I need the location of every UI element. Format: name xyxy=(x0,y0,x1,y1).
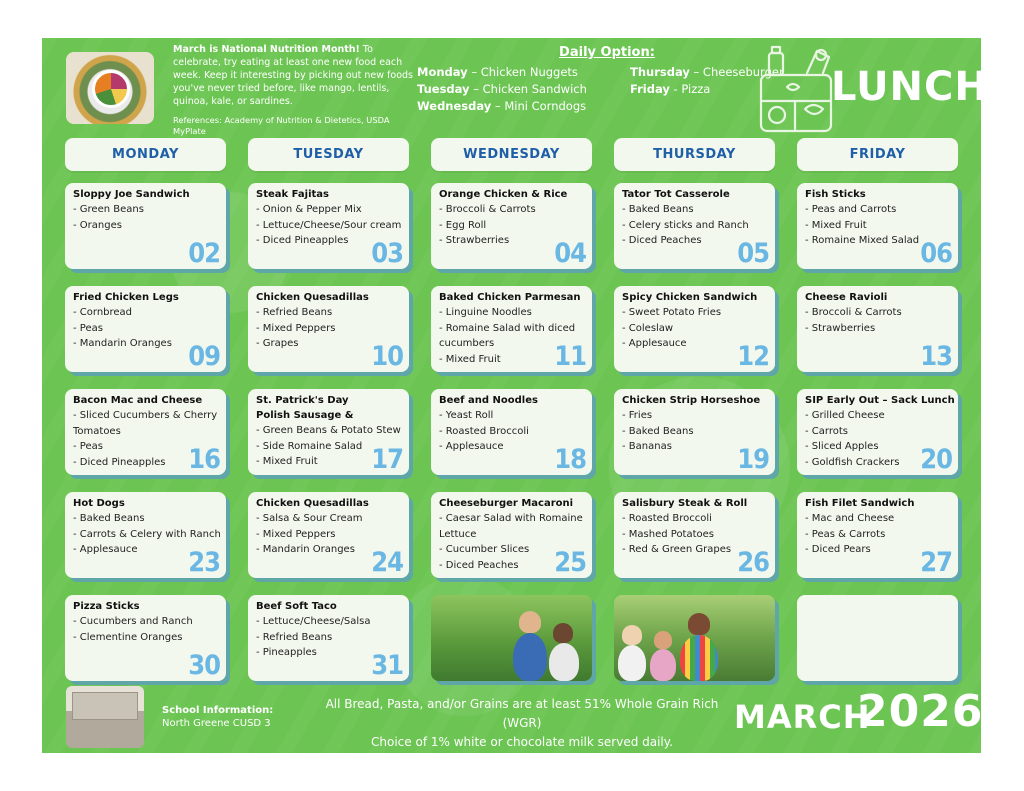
main-dish: Fried Chicken Legs xyxy=(73,292,179,303)
side-item: - Green Beans & Potato Stew xyxy=(256,425,401,436)
main-dish: Hot Dogs xyxy=(73,498,125,509)
main-dish: St. Patrick's Day xyxy=(256,395,349,406)
main-dish-line2: Polish Sausage & xyxy=(256,410,354,421)
kid-head xyxy=(553,623,573,643)
side-item: - Baked Beans xyxy=(622,425,694,437)
side-item: - Baked Beans xyxy=(622,204,694,215)
day-header-wednesday: WEDNESDAY xyxy=(431,138,592,171)
date-number: 23 xyxy=(188,547,220,578)
daily-option-tuesday: Tuesday – Chicken Sandwich xyxy=(417,82,587,96)
kid-body xyxy=(549,643,579,681)
day-header-thursday: THURSDAY xyxy=(614,138,775,171)
day-cell-10 xyxy=(248,286,409,372)
side-item: - Peas xyxy=(73,322,103,334)
side-item: - Linguine Noodles xyxy=(439,307,532,318)
side-item: - Egg Roll xyxy=(439,219,487,231)
kid-head xyxy=(654,631,672,649)
kid-body xyxy=(513,633,547,681)
side-item: - Yeast Roll xyxy=(439,410,494,421)
side-item: - Baked Beans xyxy=(73,513,145,524)
side-item: - Strawberries xyxy=(805,322,876,334)
day-cell-24 xyxy=(248,492,409,578)
side-item: - Salsa & Sour Cream xyxy=(256,513,363,524)
side-item: - Refried Beans xyxy=(256,631,333,643)
daily-option-friday: Friday - Pizza xyxy=(630,82,711,96)
side-item: - Clementine Oranges xyxy=(73,631,183,643)
side-item: - Pineapples xyxy=(256,647,317,658)
date-number: 03 xyxy=(371,238,403,269)
side-item: - Side Romaine Salad xyxy=(256,440,363,452)
side-item: - Mixed Fruit xyxy=(805,219,867,231)
day-cell-19 xyxy=(614,389,775,475)
day-cell-13 xyxy=(797,286,958,372)
main-dish: Salisbury Steak & Roll xyxy=(622,498,748,509)
day-header-friday: FRIDAY xyxy=(797,138,958,171)
side-item: - Green Beans xyxy=(73,204,144,215)
side-item: Lettuce xyxy=(439,528,477,540)
daily-option-monday: Monday – Chicken Nuggets xyxy=(417,65,578,79)
main-dish: Cheeseburger Macaroni xyxy=(439,498,574,509)
main-dish: Chicken Quesadillas xyxy=(256,292,369,303)
side-item: - Oranges xyxy=(73,219,122,231)
day-cell-17 xyxy=(248,389,409,475)
month-title: MARCH xyxy=(734,698,871,736)
side-item: cucumbers xyxy=(439,338,495,349)
side-item: - Goldfish Crackers xyxy=(805,456,900,468)
kids-running-photo xyxy=(431,595,592,681)
main-dish: Fish Sticks xyxy=(805,189,866,200)
date-number: 16 xyxy=(188,444,220,475)
side-item: - Fries xyxy=(622,410,653,421)
side-item: - Mandarin Oranges xyxy=(73,338,172,349)
side-item: - Roasted Broccoli xyxy=(439,425,529,437)
date-number: 06 xyxy=(920,238,952,269)
date-number: 02 xyxy=(188,238,220,269)
side-item: - Diced Pineapples xyxy=(256,235,349,246)
side-item: - Mixed Fruit xyxy=(439,353,501,365)
date-number: 11 xyxy=(554,341,586,372)
side-item: - Sliced Cucumbers & Cherry xyxy=(73,410,218,421)
kid-body xyxy=(650,649,676,681)
side-item: - Applesauce xyxy=(439,441,504,452)
side-item: - Cornbread xyxy=(73,307,133,318)
side-item: - Refried Beans xyxy=(256,307,333,318)
date-number: 25 xyxy=(554,547,586,578)
side-item: - Sliced Apples xyxy=(805,441,879,452)
day-cell-18 xyxy=(431,389,592,475)
intro-body: To celebrate, try eating at least one new food each week. Keep it interesting by picking out new foods you've never tried before, like mango, lentils, quinoa, kale, or sardines. xyxy=(173,44,413,107)
side-item: - Romaine Salad with diced xyxy=(439,322,576,334)
side-item: - Lettuce/Cheese/Sour cream xyxy=(256,219,402,231)
side-item: - Peas xyxy=(73,441,103,452)
side-item: - Diced Peaches xyxy=(439,559,519,571)
daily-option-thursday: Thursday – Cheeseburger xyxy=(630,65,784,79)
main-dish: SIP Early Out – Sack Lunch xyxy=(805,395,955,406)
main-dish: Sloppy Joe Sandwich xyxy=(73,189,190,200)
side-item: - Broccoli & Carrots xyxy=(805,307,902,318)
side-item: - Diced Peaches xyxy=(622,235,702,246)
year-title: 2026 xyxy=(857,686,984,737)
kid-body xyxy=(618,645,646,681)
date-number: 12 xyxy=(737,341,769,372)
references: References: Academy of Nutrition & Dietetics, USDA MyPlate xyxy=(173,115,390,136)
school-building-image xyxy=(72,692,138,720)
note-whole-grain: All Bread, Pasta, and/or Grains are at least 51% Whole Grain Rich (WGR) xyxy=(325,697,719,730)
day-cell-26 xyxy=(614,492,775,578)
menu-sheet xyxy=(42,38,989,768)
day-cell-12 xyxy=(614,286,775,372)
date-number: 27 xyxy=(920,547,952,578)
side-item: - Caesar Salad with Romaine xyxy=(439,513,583,524)
side-item: - Mashed Potatoes xyxy=(622,528,715,540)
date-number: 09 xyxy=(188,341,220,372)
side-item: - Bananas xyxy=(622,441,672,452)
main-dish: Beef Soft Taco xyxy=(256,601,337,612)
day-cell-11 xyxy=(431,286,592,372)
side-item: - Mac and Cheese xyxy=(805,513,895,524)
date-number: 19 xyxy=(737,444,769,475)
lunchbox-icon xyxy=(755,43,839,135)
day-cell-09 xyxy=(65,286,226,372)
date-number: 04 xyxy=(554,238,586,269)
day-cell-05 xyxy=(614,183,775,269)
food-bowl-photo xyxy=(66,52,154,124)
kid-head xyxy=(688,613,710,635)
day-cell-02 xyxy=(65,183,226,269)
main-dish: Spicy Chicken Sandwich xyxy=(622,292,758,303)
date-number: 13 xyxy=(920,341,952,372)
school-photo xyxy=(66,686,144,748)
day-cell-16 xyxy=(65,389,226,475)
day-cell-25 xyxy=(431,492,592,578)
side-item: - Carrots xyxy=(805,425,848,437)
day-header-monday: MONDAY xyxy=(65,138,226,171)
main-dish: Beef and Noodles xyxy=(439,395,538,406)
side-item: - Cucumbers and Ranch xyxy=(73,616,193,627)
date-number: 24 xyxy=(371,547,403,578)
side-item: Tomatoes xyxy=(73,425,121,437)
empty-day-cell xyxy=(797,595,958,681)
day-cell-06 xyxy=(797,183,958,269)
side-item: - Peas and Carrots xyxy=(805,204,897,215)
date-number: 30 xyxy=(188,650,220,681)
side-item: - Broccoli & Carrots xyxy=(439,204,536,215)
side-item: - Strawberries xyxy=(439,235,510,246)
main-dish: Fish Filet Sandwich xyxy=(805,498,915,509)
nutrition-month-intro xyxy=(173,43,419,108)
daily-option-title: Daily Option: xyxy=(559,45,655,60)
side-item: - Red & Green Grapes xyxy=(622,544,732,555)
date-number: 17 xyxy=(371,444,403,475)
side-item: - Diced Pineapples xyxy=(73,456,166,468)
day-cell-30 xyxy=(65,595,226,681)
main-dish: Bacon Mac and Cheese xyxy=(73,395,203,406)
main-dish: Chicken Strip Horseshoe xyxy=(622,395,761,406)
day-cell-23 xyxy=(65,492,226,578)
side-item: - Grilled Cheese xyxy=(805,410,885,421)
day-header-tuesday: TUESDAY xyxy=(248,138,409,171)
daily-option-wednesday: Wednesday – Mini Corndogs xyxy=(417,99,587,113)
side-item: - Coleslaw xyxy=(622,322,674,334)
side-item: - Grapes xyxy=(256,338,299,349)
intro-heading: March is National Nutrition Month! xyxy=(173,44,360,55)
date-number: 26 xyxy=(737,547,769,578)
main-dish: Baked Chicken Parmesan xyxy=(439,292,581,303)
daily-options-left xyxy=(417,64,587,115)
side-item: - Applesauce xyxy=(622,338,687,349)
main-dish: Tator Tot Casserole xyxy=(622,189,730,200)
note-milk: Choice of 1% white or chocolate milk served daily. xyxy=(371,735,673,749)
side-item: - Roasted Broccoli xyxy=(622,513,712,524)
side-item: - Peas & Carrots xyxy=(805,528,886,540)
school-name: North Greene CUSD 3 xyxy=(162,718,271,729)
side-item: - Cucumber Slices xyxy=(439,544,530,555)
menu-notes xyxy=(312,695,732,771)
date-number: 10 xyxy=(371,341,403,372)
salad-bowl-image xyxy=(92,70,130,108)
main-dish: Chicken Quesadillas xyxy=(256,498,369,509)
date-number: 18 xyxy=(554,444,586,475)
side-item: - Celery sticks and Ranch xyxy=(622,219,749,231)
kid-body xyxy=(680,635,718,681)
main-dish: Orange Chicken & Rice xyxy=(439,189,568,200)
kids-playing-photo xyxy=(614,595,775,681)
side-item: - Applesauce xyxy=(73,544,138,555)
main-dish: Pizza Sticks xyxy=(73,601,140,612)
day-cell-27 xyxy=(797,492,958,578)
day-cell-31 xyxy=(248,595,409,681)
side-item: - Onion & Pepper Mix xyxy=(256,204,362,215)
date-number: 05 xyxy=(737,238,769,269)
side-item: - Mixed Peppers xyxy=(256,322,336,334)
side-item: - Romaine Mixed Salad xyxy=(805,235,920,246)
day-cell-20 xyxy=(797,389,958,475)
note-dairy-free: Dairy-Free Alternative for those with Medical statements xyxy=(352,754,692,768)
kid-head xyxy=(519,611,541,633)
date-number: 20 xyxy=(920,444,952,475)
side-item: - Sweet Potato Fries xyxy=(622,307,722,318)
side-item: - Mixed Fruit xyxy=(256,456,318,467)
side-item: - Carrots & Celery with Ranch xyxy=(73,528,221,540)
kid-head xyxy=(622,625,642,645)
school-info-title: School Information: xyxy=(162,705,274,716)
main-dish: Cheese Ravioli xyxy=(805,292,888,303)
lunch-title: LUNCH xyxy=(831,64,989,110)
day-cell-03 xyxy=(248,183,409,269)
day-cell-04 xyxy=(431,183,592,269)
side-item: - Mandarin Oranges xyxy=(256,544,355,555)
date-number: 31 xyxy=(371,650,403,681)
side-item: - Diced Pears xyxy=(805,544,871,555)
side-item: - Lettuce/Cheese/Salsa xyxy=(256,616,371,627)
main-dish: Steak Fajitas xyxy=(256,189,329,200)
side-item: - Mixed Peppers xyxy=(256,528,336,540)
